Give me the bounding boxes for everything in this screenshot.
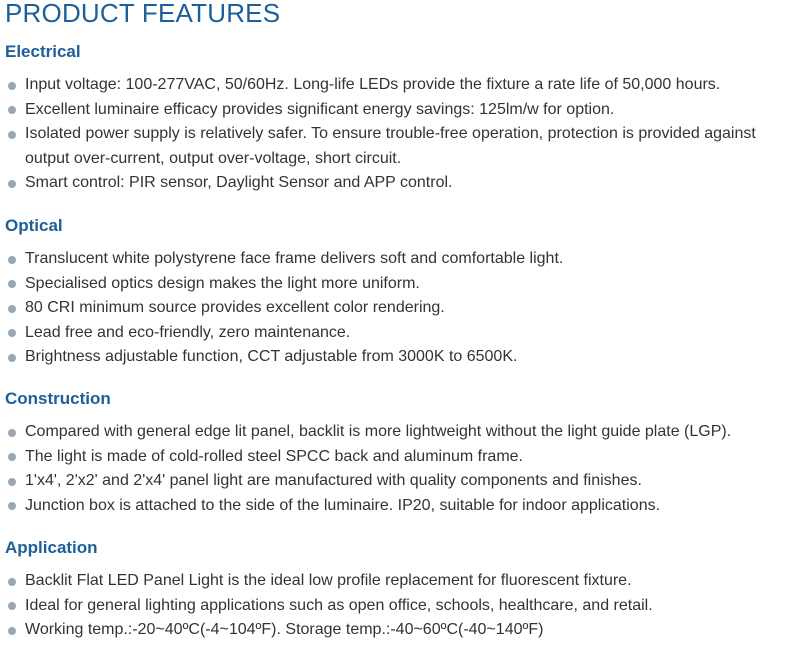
bullet-icon: [8, 578, 16, 586]
feature-text: Smart control: PIR sensor, Daylight Sensor and APP control.: [25, 174, 453, 191]
feature-text: Specialised optics design makes the light more uniform.: [25, 274, 420, 292]
bullet-icon: [8, 180, 16, 188]
list-item: [0, 272, 798, 297]
bullet-icon: [8, 478, 16, 486]
feature-list-construction: [0, 420, 798, 518]
feature-text: Brightness adjustable function, CCT adjustable from 3000K to 6500K.: [25, 348, 518, 365]
section-heading-electrical: Electrical: [5, 42, 81, 61]
section-construction: [0, 388, 798, 518]
feature-text: Isolated power supply is relatively safer. To ensure trouble-free operation, protection is provided against output over-current, output over-voltage, short circuit.: [25, 125, 756, 167]
feature-text: Translucent white polystyrene face frame delivers soft and comfortable light.: [25, 250, 564, 267]
bullet-icon: [8, 106, 16, 114]
bullet-icon: [8, 429, 16, 437]
page-title: PRODUCT FEATURES: [5, 0, 281, 28]
bullet-icon: [8, 602, 16, 610]
section-heading-application: Application: [5, 538, 98, 557]
list-item: [0, 618, 798, 643]
list-item: [0, 445, 798, 470]
bullet-icon: [8, 329, 16, 337]
section-electrical: [0, 41, 798, 196]
feature-text: The light is made of cold-rolled steel SPCC back and aluminum frame.: [25, 447, 523, 465]
feature-list-electrical: [0, 73, 798, 196]
bullet-icon: [8, 256, 16, 264]
bullet-icon: [8, 131, 16, 139]
feature-text: 80 CRI minimum source provides excellent color rendering.: [25, 299, 445, 316]
bullet-icon: [8, 82, 16, 90]
list-item: [0, 494, 798, 519]
section-optical: [0, 215, 798, 370]
list-item: [0, 420, 798, 445]
feature-text: Compared with general edge lit panel, backlit is more lightweight without the light guide plate (LGP).: [25, 423, 732, 440]
list-item: [0, 569, 798, 594]
bullet-icon: [8, 453, 16, 461]
feature-text: Backlit Flat LED Panel Light is the ideal low profile replacement for fluorescent fixture.: [25, 572, 632, 589]
feature-text: Excellent luminaire efficacy provides significant energy savings: 125lm/w for option.: [25, 100, 615, 118]
bullet-icon: [8, 627, 16, 635]
list-item: [0, 345, 798, 370]
list-item: [0, 171, 798, 196]
feature-text: 1'x4', 2'x2' and 2'x4' panel light are manufactured with quality components and finishes.: [25, 472, 642, 489]
feature-list-application: [0, 569, 798, 643]
feature-text: Working temp.:-20~40ºC(-4~104ºF). Storage temp.:-40~60ºC(-40~140ºF): [25, 621, 544, 638]
list-item: [0, 469, 798, 494]
list-item: [0, 73, 798, 98]
bullet-icon: [8, 502, 16, 510]
feature-text: Junction box is attached to the side of the luminaire. IP20, suitable for indoor applications.: [25, 496, 661, 514]
list-item: [0, 247, 798, 272]
feature-list-optical: [0, 247, 798, 370]
list-item: [0, 321, 798, 346]
feature-text: Ideal for general lighting applications such as open office, schools, healthcare, and retail.: [25, 596, 653, 614]
section-heading-construction: Construction: [5, 389, 111, 408]
list-item: [0, 122, 798, 171]
section-application: [0, 537, 798, 643]
bullet-icon: [8, 280, 16, 288]
bullet-icon: [8, 305, 16, 313]
list-item: [0, 98, 798, 123]
section-heading-optical: Optical: [5, 216, 63, 235]
bullet-icon: [8, 354, 16, 362]
feature-text: Input voltage: 100-277VAC, 50/60Hz. Long-life LEDs provide the fixture a rate life of 50,000 hours.: [25, 76, 721, 93]
feature-text: Lead free and eco-friendly, zero maintenance.: [25, 323, 351, 341]
list-item: [0, 296, 798, 321]
list-item: [0, 594, 798, 619]
